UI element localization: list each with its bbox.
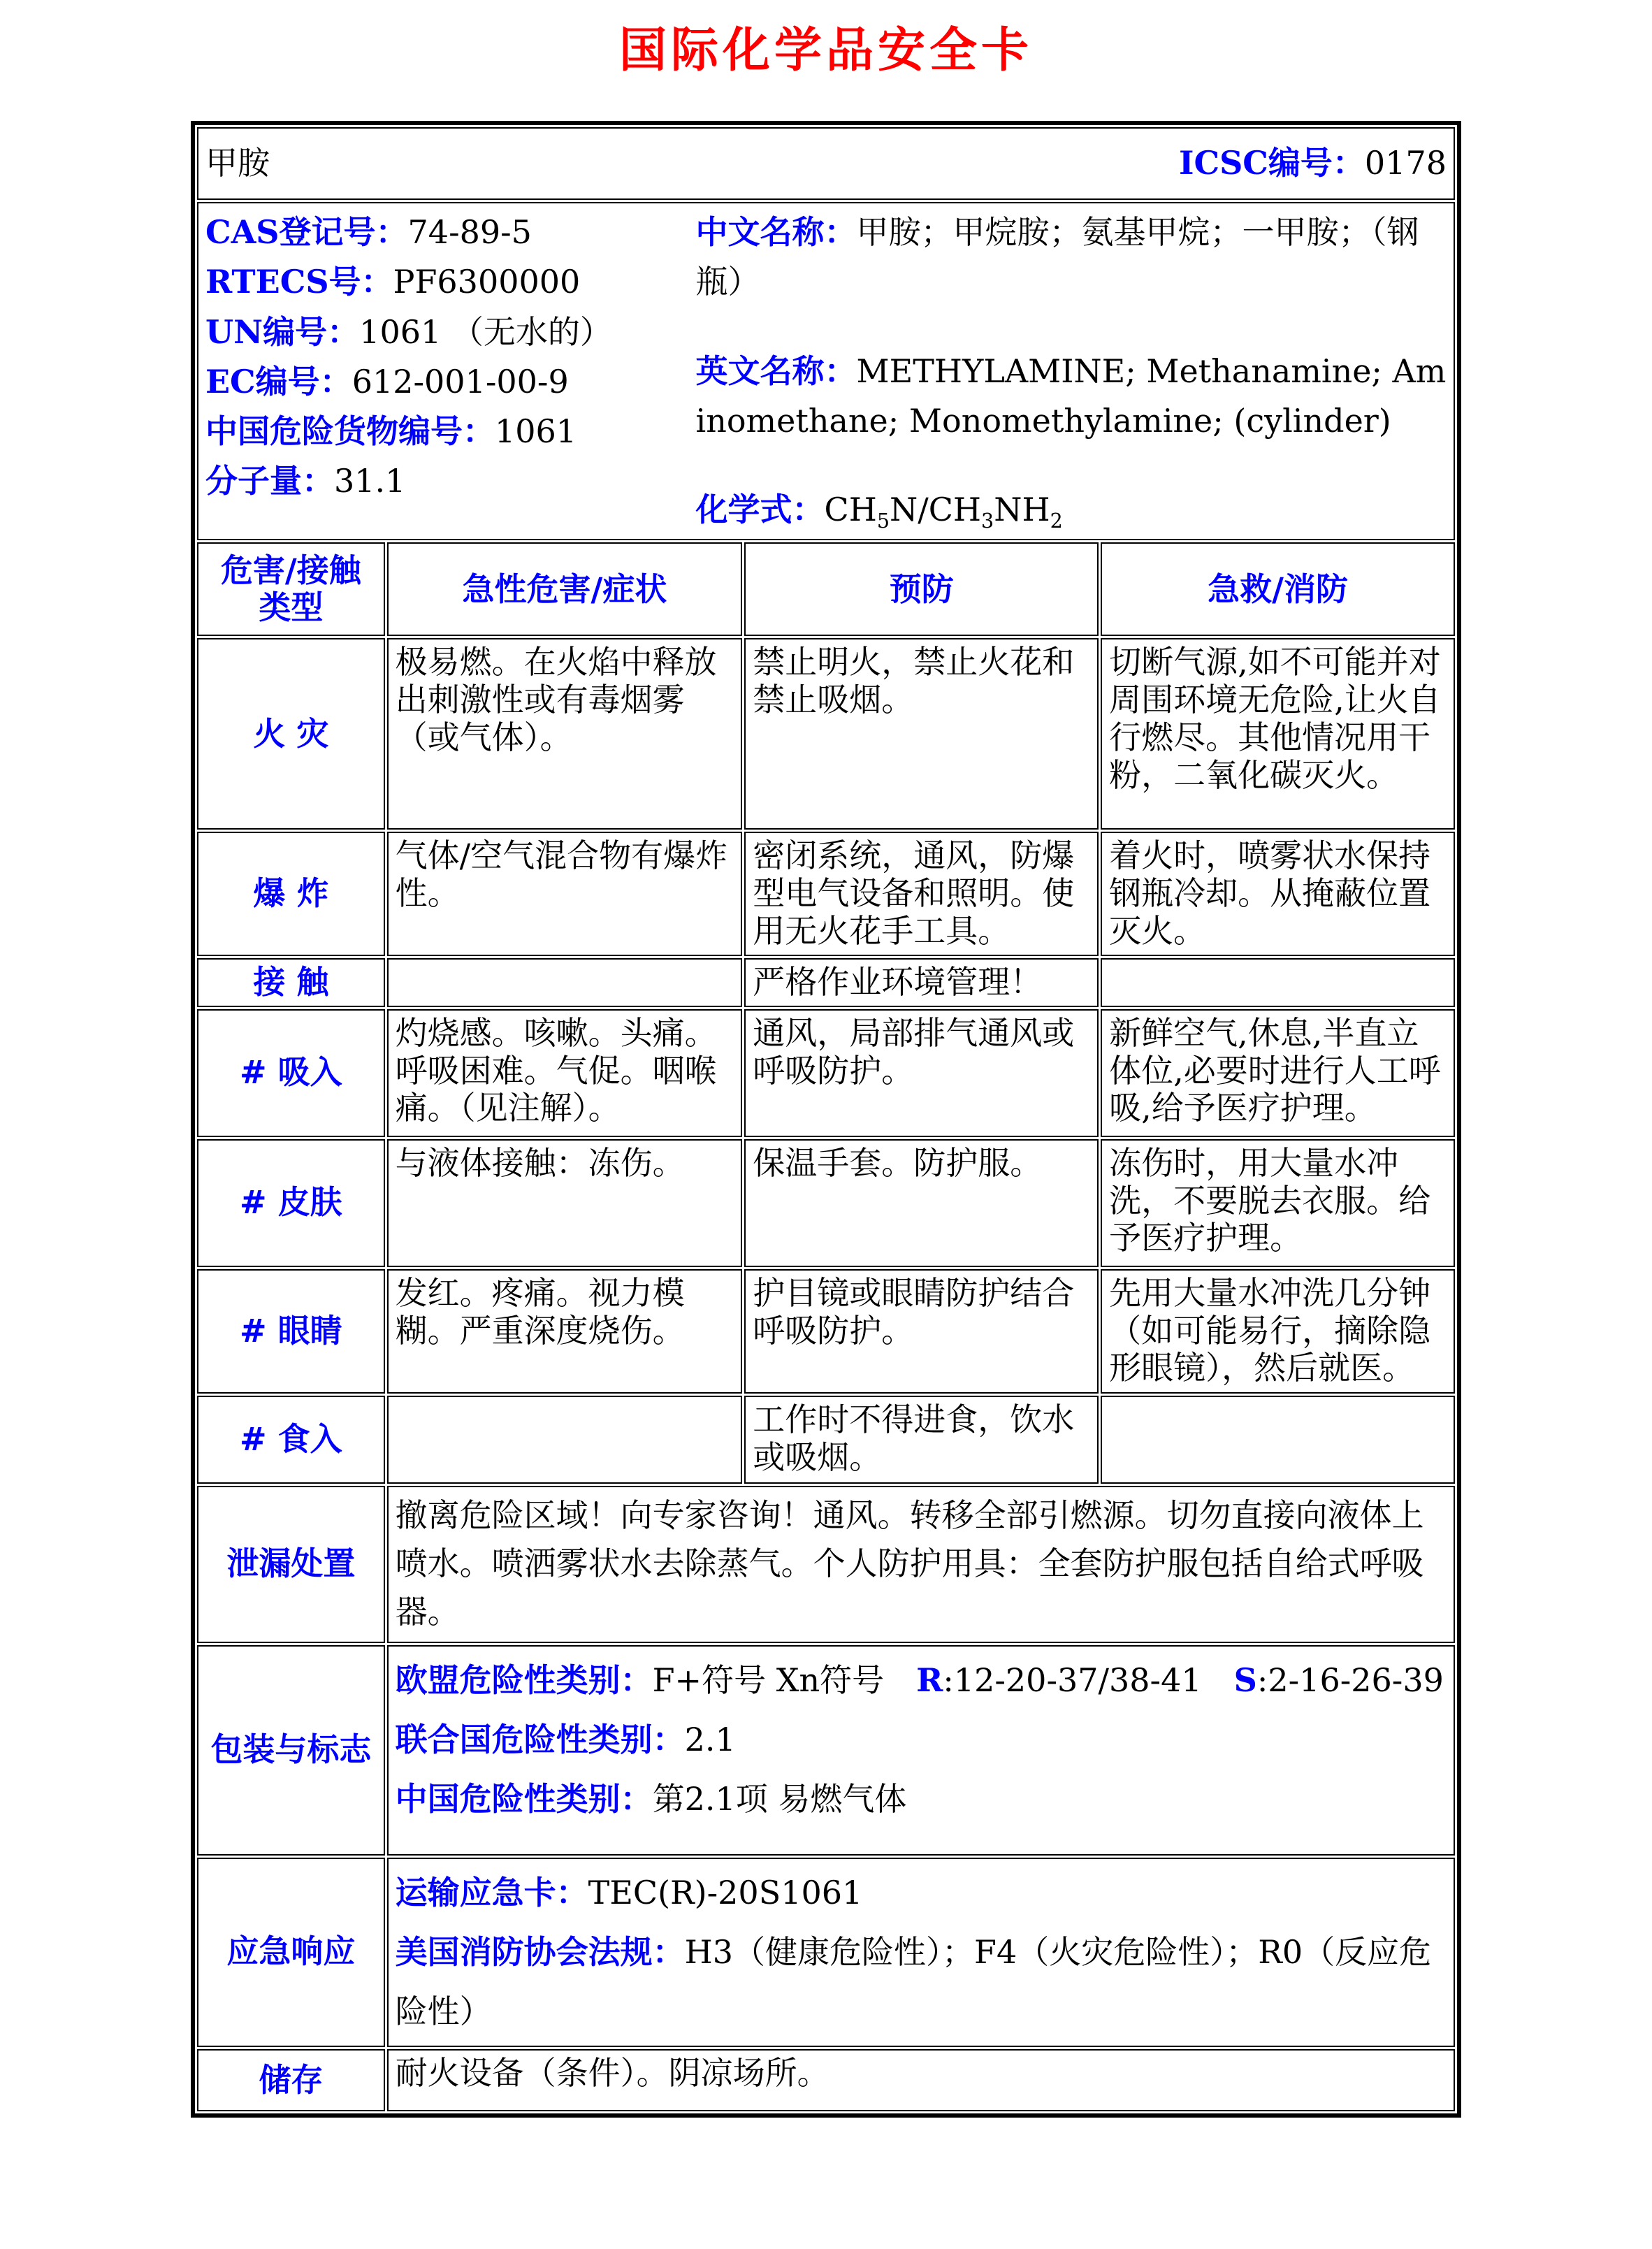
inhalation-hazards: 灼烧感。咳嗽。头痛。呼吸困难。气促。咽喉痛。（见注解）。 [387, 1009, 743, 1137]
packaging-labelling-content [387, 1645, 1455, 1856]
eyes-hazards: 发红。疼痛。视力模糊。严重深度烧伤。 [387, 1269, 743, 1394]
substance-name: 甲胺 [205, 144, 270, 182]
nfpa-code-line: 美国消防协会法规：H3（健康危险性）；F4（火灾危险性）；R0（反应危险性） [395, 1932, 1432, 2030]
icsc-number [1179, 145, 1447, 182]
header-firstaid-firefighting: 急救/消防 [1101, 542, 1455, 636]
header-hazard-type: 危害/接触类型 [197, 542, 385, 636]
china-hazard-class-line: 中国危险性类别：第2.1项 易燃气体 [395, 1779, 907, 1818]
un-hazard-class-line: 联合国危险性类别：2.1 [395, 1720, 736, 1758]
ingestion-firstaid [1101, 1396, 1455, 1484]
fire-hazards: 极易燃。在火焰中释放出刺激性或有毒烟雾（或气体）。 [387, 638, 743, 830]
identification-row [197, 202, 1455, 540]
molecular-weight: 分子量：31.1 [205, 462, 406, 500]
icsc-number-label: ICSC编号： [1178, 144, 1365, 182]
eu-hazard-class-line: 欧盟危险性类别：F+符号 Xn符号 R:12-20-37/38-41 S:2-16-26-39 [395, 1661, 1444, 1699]
hazard-header-row [197, 542, 1455, 636]
page-title: 国际化学品安全卡 [618, 22, 1033, 78]
table-row-exposure [197, 958, 1455, 1007]
table-row-inhalation [197, 1009, 1455, 1137]
table-row-fire [197, 638, 1455, 830]
row-label-skin: # 皮肤 [197, 1139, 385, 1267]
header-acute-hazards: 急性危害/症状 [387, 542, 743, 636]
row-label-fire: 火 灾 [197, 638, 385, 830]
icsc-card-table [191, 121, 1461, 2118]
ec-number: EC编号：612-001-00-9 [205, 362, 569, 400]
row-label-spill-disposal: 泄漏处置 [197, 1486, 385, 1643]
skin-prevention: 保温手套。防护服。 [744, 1139, 1099, 1267]
row-label-inhalation: # 吸入 [197, 1009, 385, 1137]
table-row-spill-disposal [197, 1486, 1455, 1643]
row-label-explosion: 爆 炸 [197, 832, 385, 955]
explosion-prevention: 密闭系统，通风，防爆型电气设备和照明。使用无火花手工具。 [744, 832, 1099, 955]
table-row-packaging-labelling [197, 1645, 1455, 1856]
icsc-number-value: 0178 [1364, 144, 1447, 182]
row-label-storage: 储存 [197, 2049, 385, 2111]
chinese-name: 中文名称：甲胺；甲烷胺；氨基甲烷；一甲胺；（钢瓶） [695, 213, 1419, 301]
skin-hazards: 与液体接触：冻伤。 [387, 1139, 743, 1267]
row-label-ingestion: # 食入 [197, 1396, 385, 1484]
exposure-hazards [387, 958, 743, 1007]
inhalation-prevention: 通风，局部排气通风或呼吸防护。 [744, 1009, 1099, 1137]
registry-numbers [205, 208, 696, 535]
ingestion-prevention: 工作时不得进食，饮水或吸烟。 [744, 1396, 1099, 1484]
row-label-packaging-labelling: 包装与标志 [197, 1645, 385, 1856]
english-name: 英文名称：METHYLAMINE; Methanamine; Aminomethane; Monomethylamine; (cylinder) [695, 352, 1447, 440]
chemical-formula: 化学式：$CH_5N/CH_3NH_2$ [695, 491, 1063, 533]
card-header-row [197, 127, 1455, 200]
eyes-prevention: 护目镜或眼睛防护结合呼吸防护。 [744, 1269, 1099, 1394]
explosion-hazards: 气体/空气混合物有爆炸性。 [387, 832, 743, 955]
fire-prevention: 禁止明火，禁止火花和禁止吸烟。 [744, 638, 1099, 830]
row-label-emergency-response: 应急响应 [197, 1858, 385, 2047]
eyes-firstaid: 先用大量水冲洗几分钟（如可能易行，摘除隐形眼镜），然后就医。 [1101, 1269, 1455, 1394]
substance-names [696, 208, 1447, 535]
skin-firstaid: 冻伤时，用大量水冲洗，不要脱去衣服。给予医疗护理。 [1101, 1139, 1455, 1267]
explosion-firstaid: 着火时，喷雾状水保持钢瓶冷却。从掩蔽位置灭火。 [1101, 832, 1455, 955]
table-row-emergency-response [197, 1858, 1455, 2047]
exposure-prevention: 严格作业环境管理！ [744, 958, 1099, 1007]
table-row-eyes [197, 1269, 1455, 1394]
emergency-response-content [387, 1858, 1455, 2047]
ingestion-hazards [387, 1396, 743, 1484]
storage-text: 耐火设备（条件）。阴凉场所。 [387, 2049, 1455, 2111]
rtecs-number: RTECS号：PF6300000 [205, 263, 581, 301]
row-label-exposure: 接 触 [197, 958, 385, 1007]
un-number: UN编号：1061 （无水的） [205, 312, 612, 351]
table-row-ingestion [197, 1396, 1455, 1484]
row-label-eyes: # 眼睛 [197, 1269, 385, 1394]
header-prevention: 预防 [744, 542, 1099, 636]
table-row-explosion [197, 832, 1455, 955]
inhalation-firstaid: 新鲜空气,休息,半直立体位,必要时进行人工呼吸,给予医疗护理。 [1101, 1009, 1455, 1137]
table-row-skin [197, 1139, 1455, 1267]
exposure-firstaid [1101, 958, 1455, 1007]
china-dg-number: 中国危险货物编号：1061 [205, 412, 577, 451]
cas-number: CAS登记号：74-89-5 [205, 213, 532, 251]
fire-firstaid: 切断气源,如不可能并对周围环境无危险,让火自行燃尽。其他情况用干粉，二氧化碳灭火。 [1101, 638, 1455, 830]
table-row-storage [197, 2049, 1455, 2111]
transport-emergency-card-line: 运输应急卡：TEC(R)-20S1061 [395, 1873, 863, 1911]
spill-disposal-text: 撤离危险区域！向专家咨询！通风。转移全部引燃源。切勿直接向液体上喷水。喷洒雾状水去除蒸气。个人防护用具：全套防护服包括自给式呼吸器。 [387, 1486, 1455, 1643]
